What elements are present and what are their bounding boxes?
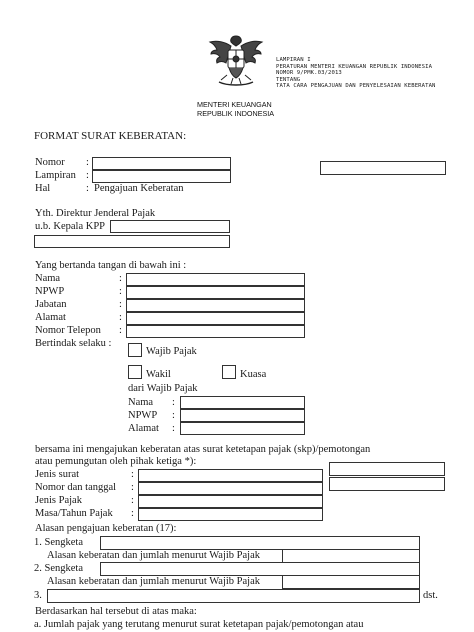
skp-extra-field-1[interactable] [329, 462, 445, 476]
alasan-title: Alasan pengajuan keberatan (17): [35, 523, 177, 534]
colon: : [119, 312, 122, 323]
ref-line-5: TATA CARA PENGAJUAN DAN PENYELESAIAN KEBERATAN [276, 83, 436, 89]
wp-name-field[interactable] [180, 396, 305, 409]
hal-label: Hal [35, 183, 51, 194]
recipient-line: Yth. Direktur Jenderal Pajak [35, 208, 156, 219]
wakil-label: Wakil [146, 369, 171, 380]
signatory-alamat-label: Alamat [35, 312, 66, 323]
jenis-surat-label: Jenis surat [35, 469, 80, 480]
signatory-jabatan-field[interactable] [126, 299, 305, 312]
dari-wajib-label: dari Wajib Pajak [128, 383, 198, 394]
sengketa-1-label: 1. Sengketa [34, 537, 83, 548]
alasan-1-label: Alasan keberatan dan jumlah menurut Wajib Pajak [47, 550, 260, 561]
nomor-tanggal-field[interactable] [138, 482, 323, 495]
nomor-label: Nomor [35, 157, 65, 168]
colon: : [131, 508, 134, 519]
lampiran-field[interactable] [92, 170, 231, 183]
jenis-pajak-label: Jenis Pajak [35, 495, 82, 506]
colon: : [131, 469, 134, 480]
signatory-phone-field[interactable] [126, 325, 305, 338]
wp-npwp-label: NPWP [128, 410, 158, 421]
wp-name-label: Nama [128, 397, 154, 408]
statement-line-2: atau pemungutan oleh pihak ketiga *): [35, 456, 197, 467]
colon: : [119, 299, 122, 310]
alasan-2-label: Alasan keberatan dan jumlah menurut Wajib Pajak [47, 576, 260, 587]
ministry-subtitle: REPUBLIK INDONESIA [197, 109, 275, 118]
ministry-title: MENTERI KEUANGAN [197, 100, 272, 109]
kuasa-label: Kuasa [240, 369, 267, 380]
sengketa-1-field[interactable] [100, 536, 420, 550]
wp-alamat-label: Alamat [128, 423, 159, 434]
sengketa-2-field[interactable] [100, 562, 420, 576]
garuda-emblem-icon [205, 30, 267, 92]
alasan-2-field[interactable] [282, 575, 420, 589]
wp-alamat-field[interactable] [180, 422, 305, 435]
colon: : [119, 325, 122, 336]
signatory-jabatan-label: Jabatan [35, 299, 67, 310]
ref-line-4: TENTANG [276, 76, 301, 83]
colon: : [172, 397, 175, 408]
colon: : [119, 286, 122, 297]
kpp-label: u.b. Kepala KPP [35, 221, 105, 232]
signatory-alamat-field[interactable] [126, 312, 305, 325]
masa-tahun-field[interactable] [138, 508, 323, 521]
colon: : [172, 410, 175, 421]
ref-line-3: NOMOR 9/PMK.03/2013 [276, 70, 342, 76]
statement-line-1: bersama ini mengajukan keberatan atas surat ketetapan pajak (skp)/pemotongan [35, 444, 371, 455]
sengketa-2-label: 2. Sengketa [34, 563, 83, 574]
signatory-intro: Yang bertanda tangan di bawah ini : [35, 260, 187, 271]
nomor-tanggal-label: Nomor dan tanggal [35, 482, 117, 493]
signatory-name-label: Nama [35, 273, 61, 284]
signatory-phone-label: Nomor Telepon [35, 325, 101, 336]
alasan-1-field[interactable] [282, 549, 420, 563]
lampiran-label: Lampiran [35, 170, 76, 181]
wakil-checkbox[interactable] [128, 365, 142, 379]
colon: : [119, 273, 122, 284]
ref-line-2: PERATURAN MENTERI KEUANGAN REPUBLIK INDONESIA [276, 63, 433, 70]
wp-npwp-field[interactable] [180, 409, 305, 422]
item-3-label: 3. [34, 590, 42, 601]
ref-line-1: LAMPIRAN I [276, 57, 311, 63]
jenis-pajak-field[interactable] [138, 495, 323, 508]
colon: : [172, 423, 175, 434]
wajib-pajak-label: Wajib Pajak [146, 346, 197, 357]
skp-extra-field-2[interactable] [329, 477, 445, 491]
kpp-field[interactable] [110, 220, 230, 233]
hal-value: Pengajuan Keberatan [94, 183, 184, 194]
conclusion-a: a. Jumlah pajak yang terutang menurut surat ketetapan pajak/pemotongan atau [34, 619, 364, 630]
colon: : [131, 482, 134, 493]
bertindak-label: Bertindak selaku : [35, 338, 112, 349]
item-3-field[interactable] [47, 589, 420, 603]
jenis-surat-field[interactable] [138, 469, 323, 482]
signatory-name-field[interactable] [126, 273, 305, 286]
colon: : [86, 170, 89, 181]
signatory-npwp-field[interactable] [126, 286, 305, 299]
wajib-pajak-checkbox[interactable] [128, 343, 142, 357]
conclusion-intro: Berdasarkan hal tersebut di atas maka: [35, 606, 197, 617]
signatory-npwp-label: NPWP [35, 286, 65, 297]
colon: : [86, 157, 89, 168]
dst-label: dst. [423, 590, 438, 601]
masa-tahun-label: Masa/Tahun Pajak [35, 508, 113, 519]
nomor-field[interactable] [92, 157, 231, 170]
kuasa-checkbox[interactable] [222, 365, 236, 379]
kpp-address-field[interactable] [34, 235, 230, 248]
colon: : [86, 183, 89, 194]
form-title: FORMAT SURAT KEBERATAN: [34, 130, 187, 142]
colon: : [131, 495, 134, 506]
place-date-field[interactable] [320, 161, 446, 175]
